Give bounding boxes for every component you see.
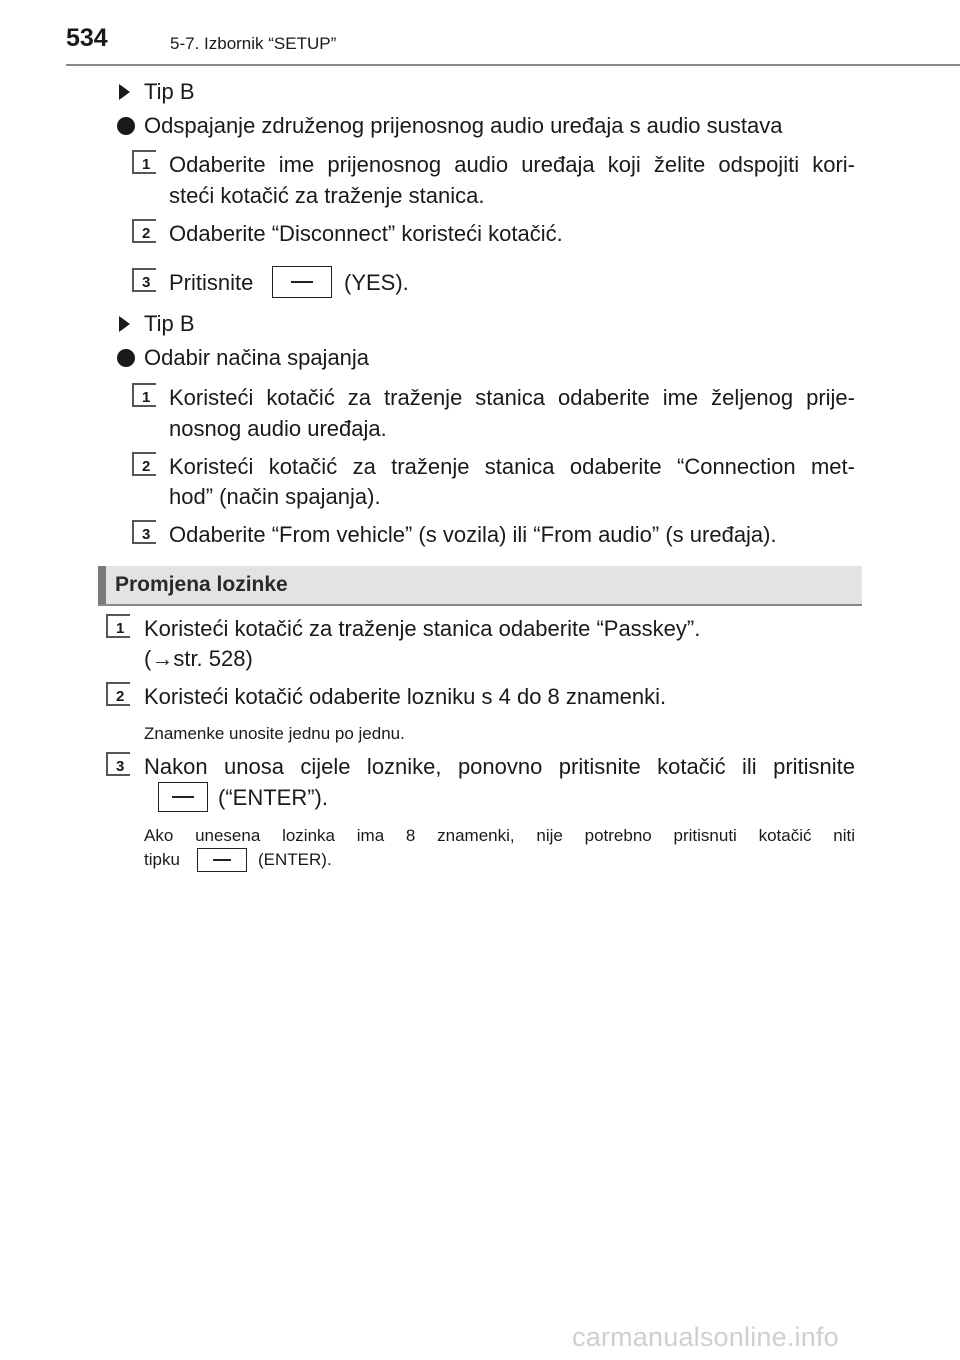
step-text-continued: (“ENTER”). (218, 785, 328, 810)
procedure-heading: Odspajanje združenog prijenosnog audio uređaja s audio sustava (144, 113, 783, 138)
step-number: 3 (106, 752, 130, 776)
step-text: Nakon unosa cijele loznike, ponovno pritisnite kotačić ili pritisnite (144, 754, 855, 779)
step-number: 2 (132, 219, 156, 243)
header-divider (66, 64, 960, 66)
step-note: Ako unesena lozinka ima 8 znamenki, nije potrebno pritisnuti kotačić niti (144, 826, 855, 845)
watermark: carmanualsonline.info (572, 1322, 839, 1352)
type-label: Tip B (144, 79, 195, 104)
key-button-icon (158, 782, 208, 812)
page-reference: (→str. 528) (144, 646, 253, 671)
step-text: Koristeći kotačić za traženje stanica odaberite “Connection met- (169, 454, 855, 479)
banner-title: Promjena lozinke (115, 573, 288, 596)
step-text: Pritisnite (169, 270, 254, 295)
step-number: 3 (132, 268, 156, 292)
step-note: tipku (144, 850, 180, 869)
step-number: 3 (132, 520, 156, 544)
step-note: Znamenke unosite jednu po jednu. (144, 724, 405, 743)
section-title: 5-7. Izbornik “SETUP” (170, 34, 337, 53)
step-number: 2 (106, 682, 130, 706)
step-text: (YES). (344, 270, 409, 295)
step-note: (ENTER). (258, 850, 332, 869)
page-number: 534 (66, 24, 108, 52)
banner-underline (98, 604, 862, 606)
step-number: 1 (132, 383, 156, 407)
key-button-icon (197, 848, 247, 872)
step-text-continued: steći kotačić za traženje stanica. (169, 183, 485, 208)
step-number: 2 (132, 452, 156, 476)
circle-bullet-icon (117, 349, 135, 367)
triangle-bullet-icon (119, 84, 130, 100)
section-banner (98, 566, 862, 604)
step-text: Koristeći kotačić odaberite lozniku s 4 do 8 znamenki. (144, 684, 667, 709)
type-label: Tip B (144, 311, 195, 336)
step-text: Odaberite “Disconnect” koristeći kotačić. (169, 221, 563, 246)
circle-bullet-icon (117, 117, 135, 135)
step-text: Odaberite “From vehicle” (s vozila) ili “From audio” (s uređaja). (169, 522, 777, 547)
step-text-continued: hod” (način spajanja). (169, 484, 381, 509)
key-button-icon (272, 266, 332, 298)
step-text: Koristeći kotačić za traženje stanica odaberite ime željenog prije- (169, 385, 855, 410)
triangle-bullet-icon (119, 316, 130, 332)
procedure-heading: Odabir načina spajanja (144, 345, 370, 370)
step-number: 1 (106, 614, 130, 638)
step-text: Koristeći kotačić za traženje stanica odaberite “Passkey”. (144, 616, 701, 641)
step-text: Odaberite ime prijenosnog audio uređaja koji želite odspojiti kori- (169, 152, 855, 177)
step-text-continued: nosnog audio uređaja. (169, 416, 387, 441)
banner-accent-bar (98, 566, 106, 604)
step-number: 1 (132, 150, 156, 174)
